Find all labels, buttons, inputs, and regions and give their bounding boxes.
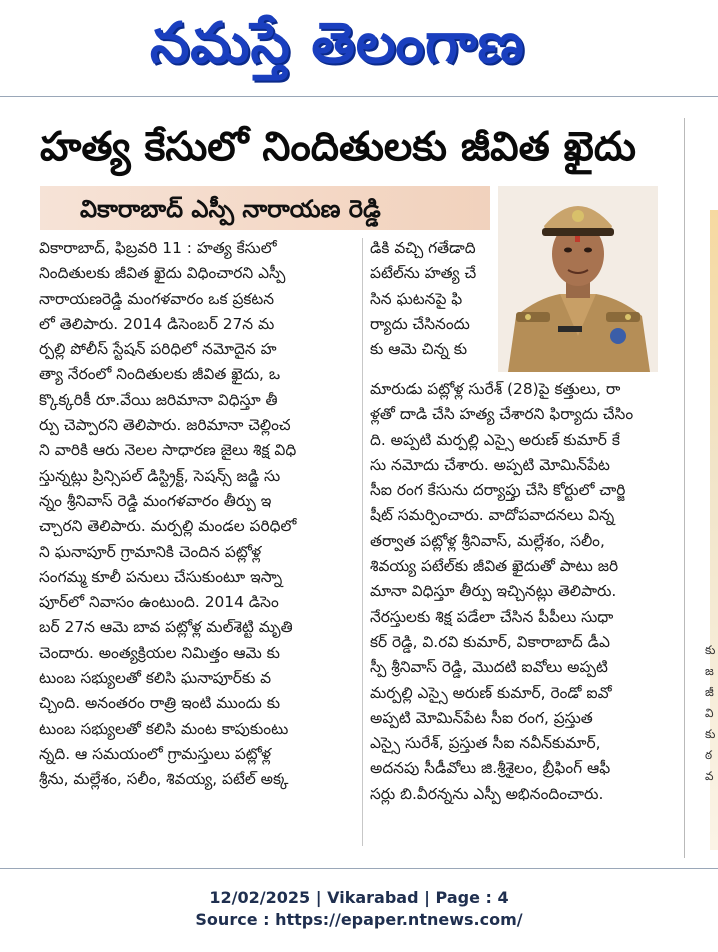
footer-source: Source : https://epaper.ntnews.com/ (195, 910, 523, 929)
article-line: శ్రీను, మల్లేశం, సలీం, శివయ్య, పటేల్ అక్క (39, 770, 289, 789)
adjacent-article-glyph: జ (705, 664, 714, 678)
article-line: సిన ఘటనపై ఫి (370, 289, 463, 308)
article-column-1 (39, 236, 359, 793)
article-line: సంగమ్మ కూలీ పనులు చేసుకుంటూ ఇస్నా (39, 567, 283, 586)
article-line: త్యా నేరంలో నిందితులకు జీవిత ఖైదు, ఒ (39, 365, 281, 384)
article-column-3 (370, 377, 660, 807)
article-line: ఎస్సై సురేశ్, ప్రస్తుత సీఐ నవీన్‌కుమార్, (370, 734, 601, 753)
footer-date-edition: 12/02/2025 | Vikarabad | Page : 4 (209, 888, 509, 907)
article-line: కర్ రెడ్డి, వి.రవి కుమార్, వికారాబాద్ డీఎ (370, 632, 610, 651)
article-line: చ్చారని తెలిపారు. మర్పల్లి మండల పరిధిలో (39, 517, 297, 536)
article-line: ళ్లతో దాడి చేసి హత్య చేశారని ఫిర్యాదు చేసిం (370, 405, 634, 424)
masthead (0, 0, 718, 92)
article-line: లో తెలిపారు. 2014 డిసెంబర్ 27న మ (39, 314, 275, 333)
top-divider (0, 96, 718, 97)
article-line: ర్పల్లి పోలీస్ స్టేషన్ పరిధిలో నమోదైన హ (39, 340, 277, 359)
right-column-divider (684, 118, 685, 858)
article-line: స్పీ శ్రీనివాస్ రెడ్డి, మొదటి ఐవోలు అప్పటి (370, 658, 608, 677)
article-line: ర్యాదు చేసినందు (370, 314, 470, 333)
article-line: సీఐ రంగ కేసును దర్యాప్తు చేసి కోర్టులో చార్జి (370, 481, 626, 500)
article-line: సర్లు బి.వీరన్నను ఎస్పీ అభినందించారు. (370, 784, 604, 803)
article-line: బర్ 27న ఆమె బావ పట్లోళ్ల మల్‌శెట్టి మృతి (39, 618, 293, 637)
article-line: మానా విధిస్తూ తీర్పు ఇచ్చినట్లు తెలిపారు. (370, 582, 617, 601)
article-line: టుంబ సభ్యులతో కలిసి ఘనాపూర్‌కు వ (39, 669, 272, 688)
article-line: ని వారికి ఆరు నెలల సాధారణ జైలు శిక్ష విధి (39, 441, 297, 460)
article-line: శివయ్య పటేల్‌కు జీవిత ఖైదుతో పాటు జరి (370, 557, 619, 576)
article-line: న్నది. ఆ సమయంలో గ్రామస్తులు పట్లోళ్ల (39, 744, 272, 763)
article-line: ర్పు చెప్పారని తెలిపారు. జరిమానా చెల్లించ (39, 416, 291, 435)
article-line: ని ఘనాపూర్ గ్రామానికి చెందిన పట్లోళ్ల (39, 542, 262, 561)
footer-divider (0, 868, 718, 869)
article-line: డికి వచ్చి గతేడాది (370, 239, 476, 257)
article-line: న్నం శ్రీనివాస్ రెడ్డి మంగళవారం తీర్పు ఇ (39, 491, 272, 510)
article-line: అదనపు సీడీవోలు జి.శ్రీశైలం, బ్రీఫింగ్ ఆఫీ (370, 759, 611, 778)
article-line: సు నమోదు చేశారు. అప్పటి మోమిన్‌పేట (370, 455, 610, 474)
adjacent-article-glyph: కు (705, 727, 716, 741)
masthead-title: నమస్తే తెలంగాణ (150, 10, 525, 76)
article-headline: హత్య కేసులో నిందితులకు జీవిత ఖైదు (40, 124, 636, 170)
article-line: షీట్ సమర్పించారు. వాదోపవాదనలు విన్న (370, 506, 615, 525)
article-column-2 (370, 236, 492, 362)
adjacent-article-glyph: ఠ (705, 748, 713, 762)
article-line: చెందారు. అంత్యక్రియల నిమిత్తం ఆమె కు (39, 643, 281, 662)
article-line: వికారాబాద్, ఫిబ్రవరి 11 : హత్య కేసులో (39, 239, 277, 257)
article-line: అప్పటి మోమిన్‌పేట సీఐ రంగ, ప్రస్తుత (370, 708, 593, 727)
column-divider (362, 238, 363, 846)
adjacent-article-glyph: వ (705, 769, 714, 783)
officer-portrait-image (498, 186, 658, 372)
article-line: నారాయణరెడ్డి మంగళవారం ఒక ప్రకటన (39, 289, 275, 308)
article-line: మర్పల్లి ఎస్సై అరుణ్ కుమార్, రెండో ఐవో (370, 683, 612, 702)
article-line: కు ఆమె చిన్న కు (370, 340, 468, 359)
article-line: తర్వాత పట్లోళ్ల శ్రీనివాస్, మల్లేశం, సలీం, (370, 531, 605, 550)
article-line: క్కొక్కరికీ రూ.వేయి జరిమానా విధిస్తూ తీ (39, 390, 278, 409)
article-line: మారుడు పట్లోళ్ల సురేశ్ (28)పై కత్తులు, రా (370, 380, 621, 398)
article-line: ది. అప్పటి మర్పల్లి ఎస్సై అరుణ్ కుమార్ కే (370, 430, 620, 449)
article-line: చ్చింది. అనంతరం రాత్రి ఇంటి ముందు కు (39, 694, 281, 713)
article-line: నేరస్తులకు శిక్ష పడేలా చేసిన పీపీలు సుధా (370, 607, 614, 626)
officer-photo (498, 186, 658, 372)
adjacent-article-glyph: జీ (705, 685, 714, 699)
adjacent-article-text (705, 640, 718, 787)
article-line: నిందితులకు జీవిత ఖైదు విధించారని ఎస్పీ (39, 264, 286, 283)
article-line: పూర్‌లో నివాసం ఉంటుంది. 2014 డిసెం (39, 593, 279, 612)
adjacent-article-glyph: వి (705, 706, 714, 720)
article-line: టుంబ సభ్యులతో కలిసి మంట కాపుకుంటు (39, 719, 289, 738)
article-byline: వికారాబాద్ ఎస్పీ నారాయణ రెడ్డి (80, 195, 381, 223)
article-line: స్తున్నట్లు ప్రిన్సిపల్ డిస్ట్రిక్ట్, సెషన్స్ జడ్జి సు (39, 466, 281, 485)
adjacent-article-glyph: కు (705, 643, 716, 657)
article-line: పటేల్‌ను హత్య చే (370, 264, 477, 283)
